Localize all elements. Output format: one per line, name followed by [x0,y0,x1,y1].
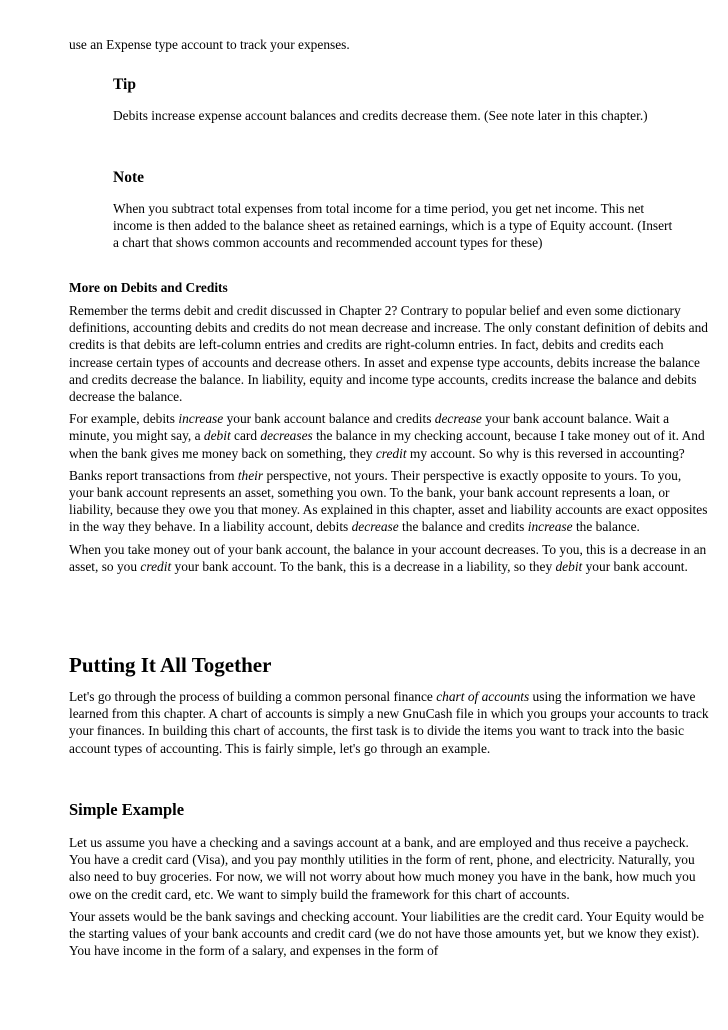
emphasis-text: chart of accounts [436,689,530,704]
text-run: your bank account balance and credits [223,411,435,427]
text-run: your bank account balance. Wait a minute, you might say, a [69,411,670,444]
debits-credits-heading: More on Debits and Credits [69,280,228,295]
intro-paragraph: use an Expense type account to track your expenses. [69,37,350,52]
debits-paragraph-3 [69,467,709,536]
text-run: Banks report transactions from [69,467,238,483]
tip-title: Tip [113,76,136,93]
text-run: For example, debits [69,411,179,427]
text-run: my account. So why is this reversed in accounting? [406,445,685,461]
simple-paragraph-1: Let us assume you have a checking and a savings account at a bank, and are employed and thus receive a paycheck. You have a credit card (Visa), and you pay monthly utilities in the form of rent, phone, and electricity. Naturally, you also need to buy groceries. For now, we will not worry about how much money you have in the bank, how much you owe on the credit card, etc. We want to simply build the framework for this chart of accounts. [69,835,696,902]
debits-credits-section [69,279,709,580]
text-run: your bank account. To the bank, this is a decrease in a liability, so they [171,558,556,574]
text-run: the balance. [572,519,640,535]
text-run: When you take money out of your bank account, the balance in your account decreases. To you, this is a decrease in an asset, so you [69,541,707,574]
emphasis-text: debit [555,558,583,574]
debits-paragraph-2 [69,410,709,462]
text-run: card [230,428,261,444]
note-title: Note [113,169,144,186]
emphasis-text: increase [178,411,224,427]
text-run: your bank account. [582,558,688,574]
putting-it-together-heading: Putting It All Together [69,653,272,677]
text-run: using the information we have learned from this chapter. A chart of accounts is simply a new GnuCash file in which you groups your accounts to track your finances. In building this chart of accounts, the first task is to divide the items you want to track into the basic account types of accounting. This is fairly simple, let's go through an example. [69,689,709,756]
emphasis-text: decreases [260,428,313,444]
text-run: the balance and credits [398,519,528,535]
note-box [113,168,673,252]
debits-paragraph-1: Remember the terms debit and credit discussed in Chapter 2? Contrary to popular belief and even some dictionary definitions, accounting debits and credits do not mean decrease and increase. The only constant definition of debits and credits is that debits are left-column entries and credits are right-column entries. In fact, debits and credits each increase certain types of accounts and decrease others. In asset and expense type accounts, debits increase the balance and credits decrease the balance. In liability, equity and income type accounts, credits increase the balance and debits decrease the balance. [69,303,708,405]
emphasis-text: their [237,467,264,483]
emphasis-text: credit [375,445,407,461]
simple-example-section [69,800,709,964]
text-run: Let's go through the process of building a common personal finance [69,689,437,704]
emphasis-text: credit [140,558,172,574]
simple-example-heading: Simple Example [69,800,185,819]
note-text: When you subtract total expenses from total income for a time period, you get net income. This net income is then added to the balance sheet as retained earnings, which is a type of Equity account. (Insert a chart that shows common accounts and recommended account types for these) [113,201,673,251]
text-run: the balance in my checking account, because I take money out of it. And when the bank gives me money back on something, they [69,428,705,461]
tip-box [113,75,673,124]
simple-paragraph-2: Your assets would be the bank savings and checking account. Your liabilities are the credit card. Your Equity would be the starting values of your bank accounts and credit card (we do not have those amounts yet, but we know they exist). You have income in the form of a salary, and expenses in the form of [69,908,704,959]
debits-paragraph-4 [69,541,709,575]
emphasis-text: debit [203,428,231,444]
text-run: perspective, not yours. Their perspective is exactly opposite to yours. To you, your bank account represents an asset, something you own. To the bank, your bank account represents a loan, or liability, because they owe you that money. As explained in this chapter, asset and liability accounts are exact opposites in the way they behave. In a liability account, debits [69,467,708,535]
tip-text: Debits increase expense account balances and credits decrease them. (See note later in this chapter.) [113,108,648,123]
emphasis-text: decrease [434,411,482,427]
emphasis-text: increase [527,519,573,535]
emphasis-text: decrease [351,519,399,535]
together-paragraph-1 [69,688,709,757]
putting-it-together-section [69,652,709,757]
